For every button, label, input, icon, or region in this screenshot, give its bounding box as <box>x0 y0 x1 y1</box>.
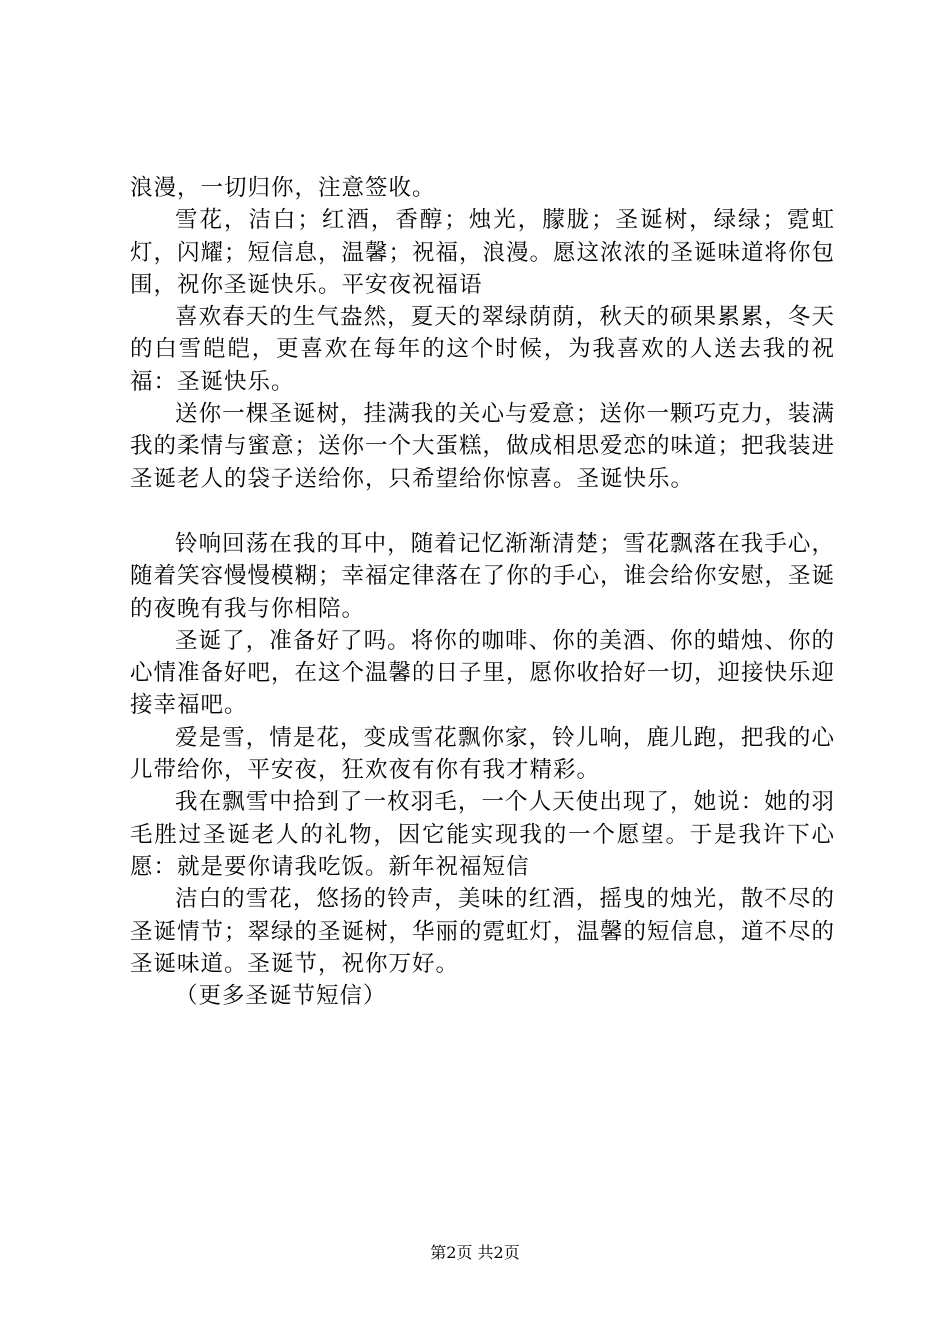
page-footer <box>0 1243 950 1263</box>
paragraph-3: 送你一棵圣诞树，挂满我的关心与爱意；送你一颗巧克力，装满我的柔情与蜜意；送你一个大蛋糕，做成相思爱恋的味道；把我装进圣诞老人的袋子送给你，只希望给你惊喜。圣诞快乐。 <box>130 401 836 492</box>
document-body <box>130 172 835 1012</box>
paragraph-4: 铃响回荡在我的耳中，随着记忆渐渐清楚；雪花飘落在我手心，随着笑容慢慢模糊；幸福定律落在了你的手心，谁会给你安慰，圣诞的夜晚有我与你相陪。 <box>130 530 836 622</box>
paragraph-continuation: 浪漫，一切归你，注意签收。 <box>130 175 436 201</box>
paragraph-8: 洁白的雪花，悠扬的铃声，美味的红酒，摇曳的烛光，散不尽的圣诞情节；翠绿的圣诞树，华丽的霓虹灯，温馨的短信息，道不尽的圣诞味道。圣诞节，祝你万好。 <box>130 886 836 977</box>
paragraph-1: 雪花，洁白；红酒，香醇；烛光，朦胧；圣诞树，绿绿；霓虹灯，闪耀；短信息，温馨；祝福，浪漫。愿这浓浓的圣诞味道将你包围，祝你圣诞快乐。平安夜祝福语 <box>130 207 836 298</box>
page-number-indicator: 第2页 共2页 <box>430 1243 520 1262</box>
paragraph-2: 喜欢春天的生气盎然，夏天的翠绿荫荫，秋天的硕果累累，冬天的白雪皑皑，更喜欢在每年的这个时候，为我喜欢的人送去我的祝福：圣诞快乐。 <box>130 304 835 395</box>
paragraph-7: 我在飘雪中拾到了一枚羽毛，一个人天使出现了，她说：她的羽毛胜过圣诞老人的礼物，因它能实现我的一个愿望。于是我许下心愿：就是要你请我吃饭。新年祝福短信 <box>130 789 835 880</box>
paragraph-5: 圣诞了，准备好了吗。将你的咖啡、你的美酒、你的蜡烛、你的心情准备好吧，在这个温馨的日子里，愿你收拾好一切，迎接快乐迎接幸福吧。 <box>130 627 836 719</box>
paragraph-more-link-text: （更多圣诞节短信） <box>175 983 387 1010</box>
paragraph-6: 爱是雪，情是花，变成雪花飘你家，铃儿响，鹿儿跑，把我的心儿带给你，平安夜，狂欢夜有你有我才精彩。 <box>130 724 835 784</box>
